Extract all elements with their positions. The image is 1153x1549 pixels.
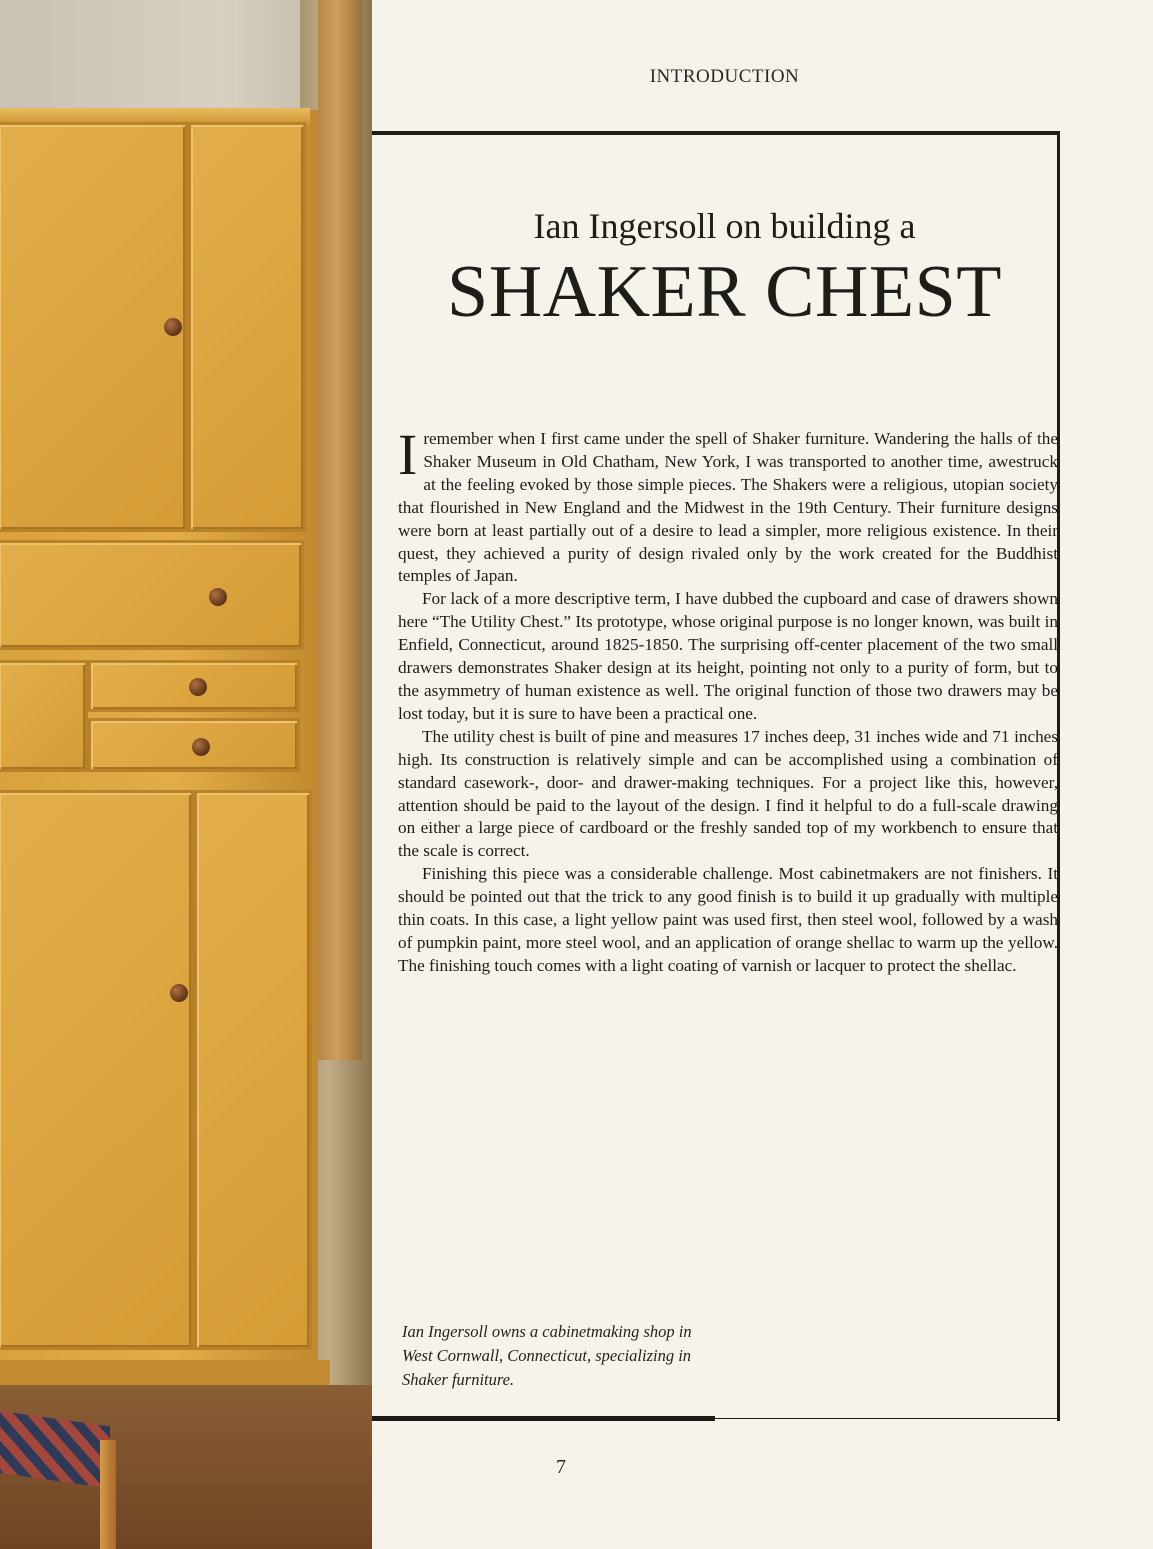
door-frame <box>318 0 362 1060</box>
body-paragraph: The utility chest is built of pine and measures 17 inches deep, 31 inches wide and 71 inches high. Its construction is relatively simple and can be accomplished using a combination of standard casework-, door- and drawer-making techniques. For a project like this, however, attention should be paid to the layout of the design. I find it helpful to do a full-scale drawing on either a large piece of cardboard or the freshly sanded top of my workbench to ensure that the scale is correct. <box>398 726 1058 861</box>
drop-cap: I <box>398 422 418 487</box>
upper-cupboard-stile <box>188 122 306 532</box>
upper-cupboard-door <box>0 122 188 532</box>
left-side-panel <box>0 660 88 772</box>
section-header: INTRODUCTION <box>649 66 800 87</box>
small-drawer-bottom-knob <box>192 738 210 756</box>
lower-cupboard-stile <box>194 790 312 1350</box>
upper-door-knob <box>164 318 182 336</box>
headline-kicker: Ian Ingersoll on building a <box>533 206 916 246</box>
wide-drawer-knob <box>209 588 227 606</box>
body-paragraph: Finishing this piece was a considerable challenge. Most cabinetmakers are not finishers. It should be pointed out that the trick to any good finish is to build it up gradually with multiple thin coats. In this case, a light yellow paint was used first, then steel wool, followed by a wash of pumpkin paint, more steel wool, and an application of orange shellac to warm up the yellow. The finishing touch comes with a light coating of varnish or lacquer to protect the shellac. <box>398 864 1058 975</box>
headline-title: SHAKER CHEST <box>447 251 1002 333</box>
stool-leg <box>100 1440 116 1549</box>
small-drawer-top-knob <box>189 678 207 696</box>
lower-door-knob <box>170 984 188 1002</box>
body-paragraph <box>398 422 1058 588</box>
lower-cupboard-door <box>0 790 194 1350</box>
body-paragraph: For lack of a more descriptive term, I have dubbed the cupboard and case of drawers shown here “The Utility Chest.” Its prototype, whose original purpose is no longer known, was built in Enfield, Connecticut, around 1825-1850. The surprising off-center placement of the two small drawers demonstrates Shaker design at its height, pointing not only to a purity of form, but to the asymmetry of human existence as well. The original function of those two drawers may be lost today, but it is sure to have been a practical one. <box>398 589 1058 723</box>
article-page <box>372 0 1153 1549</box>
article-body <box>398 422 1058 978</box>
top-rule <box>372 131 1060 135</box>
page-number: 7 <box>556 1456 566 1478</box>
cabinet-photo <box>0 0 372 1549</box>
author-bio: Ian Ingersoll owns a cabinetmaking shop in West Cornwall, Connecticut, specializing in Shaker furniture. <box>402 1322 692 1389</box>
bottom-rule-accent <box>372 1416 715 1421</box>
wide-drawer <box>0 540 304 650</box>
paragraph-text: remember when I first came under the spell of Shaker furniture. Wandering the halls of the Shaker Museum in Old Chatham, New York, I was transported to another time, awestruck at the feeling evoked by those simple pieces. The Shakers were a religious, utopian society that flourished in New England and the Midwest in the 19th Century. Their furniture designs were born at least partially out of a desire to lead a simpler, more religious existence. In their quest, they achieved a purity of design rivaled only by the work created for the Buddhist temples of Japan. <box>398 429 1058 586</box>
